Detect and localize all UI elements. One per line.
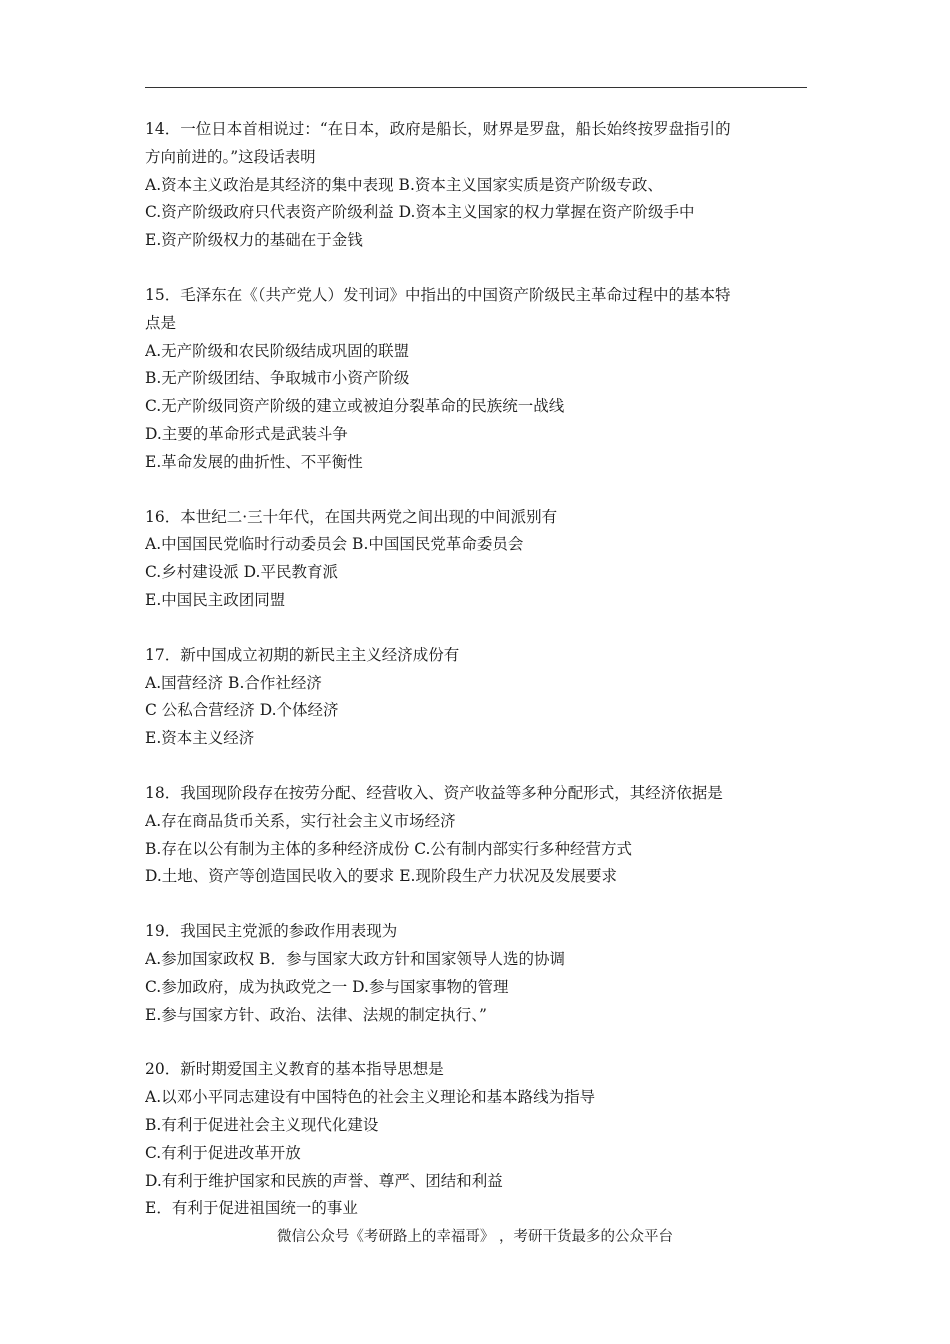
option-line: C.有利于促进改革开放 (145, 1143, 301, 1162)
question-stem: 18．我国现阶段存在按劳分配、经营收入、资产收益等多种分配形式，其经济依据是 (145, 783, 723, 802)
question-15 (145, 282, 810, 477)
option-line: B.存在以公有制为主体的多种经济成份 C.公有制内部实行多种经营方式 (145, 839, 632, 858)
question-17 (145, 642, 810, 753)
question-18 (145, 780, 810, 891)
question-stem: 方向前进的。”这段话表明 (145, 147, 316, 166)
page-footer: 微信公众号《考研路上的幸福哥》 ，考研干货最多的公众平台 (276, 1229, 674, 1245)
option-line: C.资产阶级政府只代表资产阶级利益 D.资本主义国家的权力掌握在资产阶级手中 (145, 203, 695, 222)
header-rule (145, 87, 807, 88)
option-line: A.国营经济 B.合作社经济 (145, 673, 322, 692)
question-14 (145, 116, 810, 255)
option-line: A.存在商品货币关系，实行社会主义市场经济 (145, 811, 456, 830)
option-line: D.主要的革命形式是武装斗争 (145, 424, 348, 443)
option-line: A.中国国民党临时行动委员会 B.中国国民党革命委员会 (145, 535, 524, 554)
option-line: C 公私合营经济 D.个体经济 (145, 701, 339, 720)
option-line: A.以邓小平同志建设有中国特色的社会主义理论和基本路线为指导 (145, 1088, 596, 1107)
question-20 (145, 1056, 810, 1223)
option-line: E.资本主义经济 (145, 729, 255, 748)
option-line: D.土地、资产等创造国民收入的要求 E.现阶段生产力状况及发展要求 (145, 867, 617, 886)
option-line: C.无产阶级同资产阶级的建立或被迫分裂革命的民族统一战线 (145, 397, 565, 416)
option-line: B.无产阶级团结、争取城市小资产阶级 (145, 369, 410, 388)
question-stem: 17．新中国成立初期的新民主主义经济成份有 (145, 645, 460, 664)
option-line: A.参加国家政权 B．参与国家大政方针和国家领导人选的协调 (145, 949, 565, 968)
option-line: E．有利于促进祖国统一的事业 (145, 1199, 358, 1218)
question-19 (145, 918, 810, 1029)
question-stem: 14．一位日本首相说过：“在日本，政府是船长，财界是罗盘，船长始终按罗盘指引的 (145, 120, 731, 138)
option-line: A.无产阶级和农民阶级结成巩固的联盟 (145, 341, 410, 360)
option-line: C.参加政府，成为执政党之一 D.参与国家事物的管理 (145, 977, 509, 996)
question-stem: 15．毛泽东在《（共产党人）发刊词》中指出的中国资产阶级民主革命过程中的基本特 (145, 285, 731, 304)
option-line: C.乡村建设派 D.平民教育派 (145, 563, 338, 582)
option-line: E.资产阶级权力的基础在于金钱 (145, 231, 363, 250)
option-line: E.中国民主政团同盟 (145, 590, 286, 609)
option-line: D.有利于维护国家和民族的声誉、尊严、团结和利益 (145, 1171, 503, 1190)
option-line: A.资本主义政治是其经济的集中表现 B.资本主义国家实质是资产阶级专政、 (145, 175, 663, 194)
question-list (145, 116, 810, 1250)
question-stem: 20．新时期爱国主义教育的基本指导思想是 (145, 1060, 444, 1079)
question-stem: 19．我国民主党派的参政作用表现为 (145, 922, 398, 941)
option-line: B.有利于促进社会主义现代化建设 (145, 1115, 379, 1134)
question-16 (145, 504, 810, 615)
question-stem: 点是 (145, 313, 177, 332)
question-stem: 16．本世纪二·三十年代，在国共两党之间出现的中间派别有 (145, 507, 558, 526)
option-line: E.革命发展的曲折性、不平衡性 (145, 452, 363, 471)
option-line: E.参与国家方针、政治、法律、法规的制定执行、” (145, 1005, 487, 1024)
